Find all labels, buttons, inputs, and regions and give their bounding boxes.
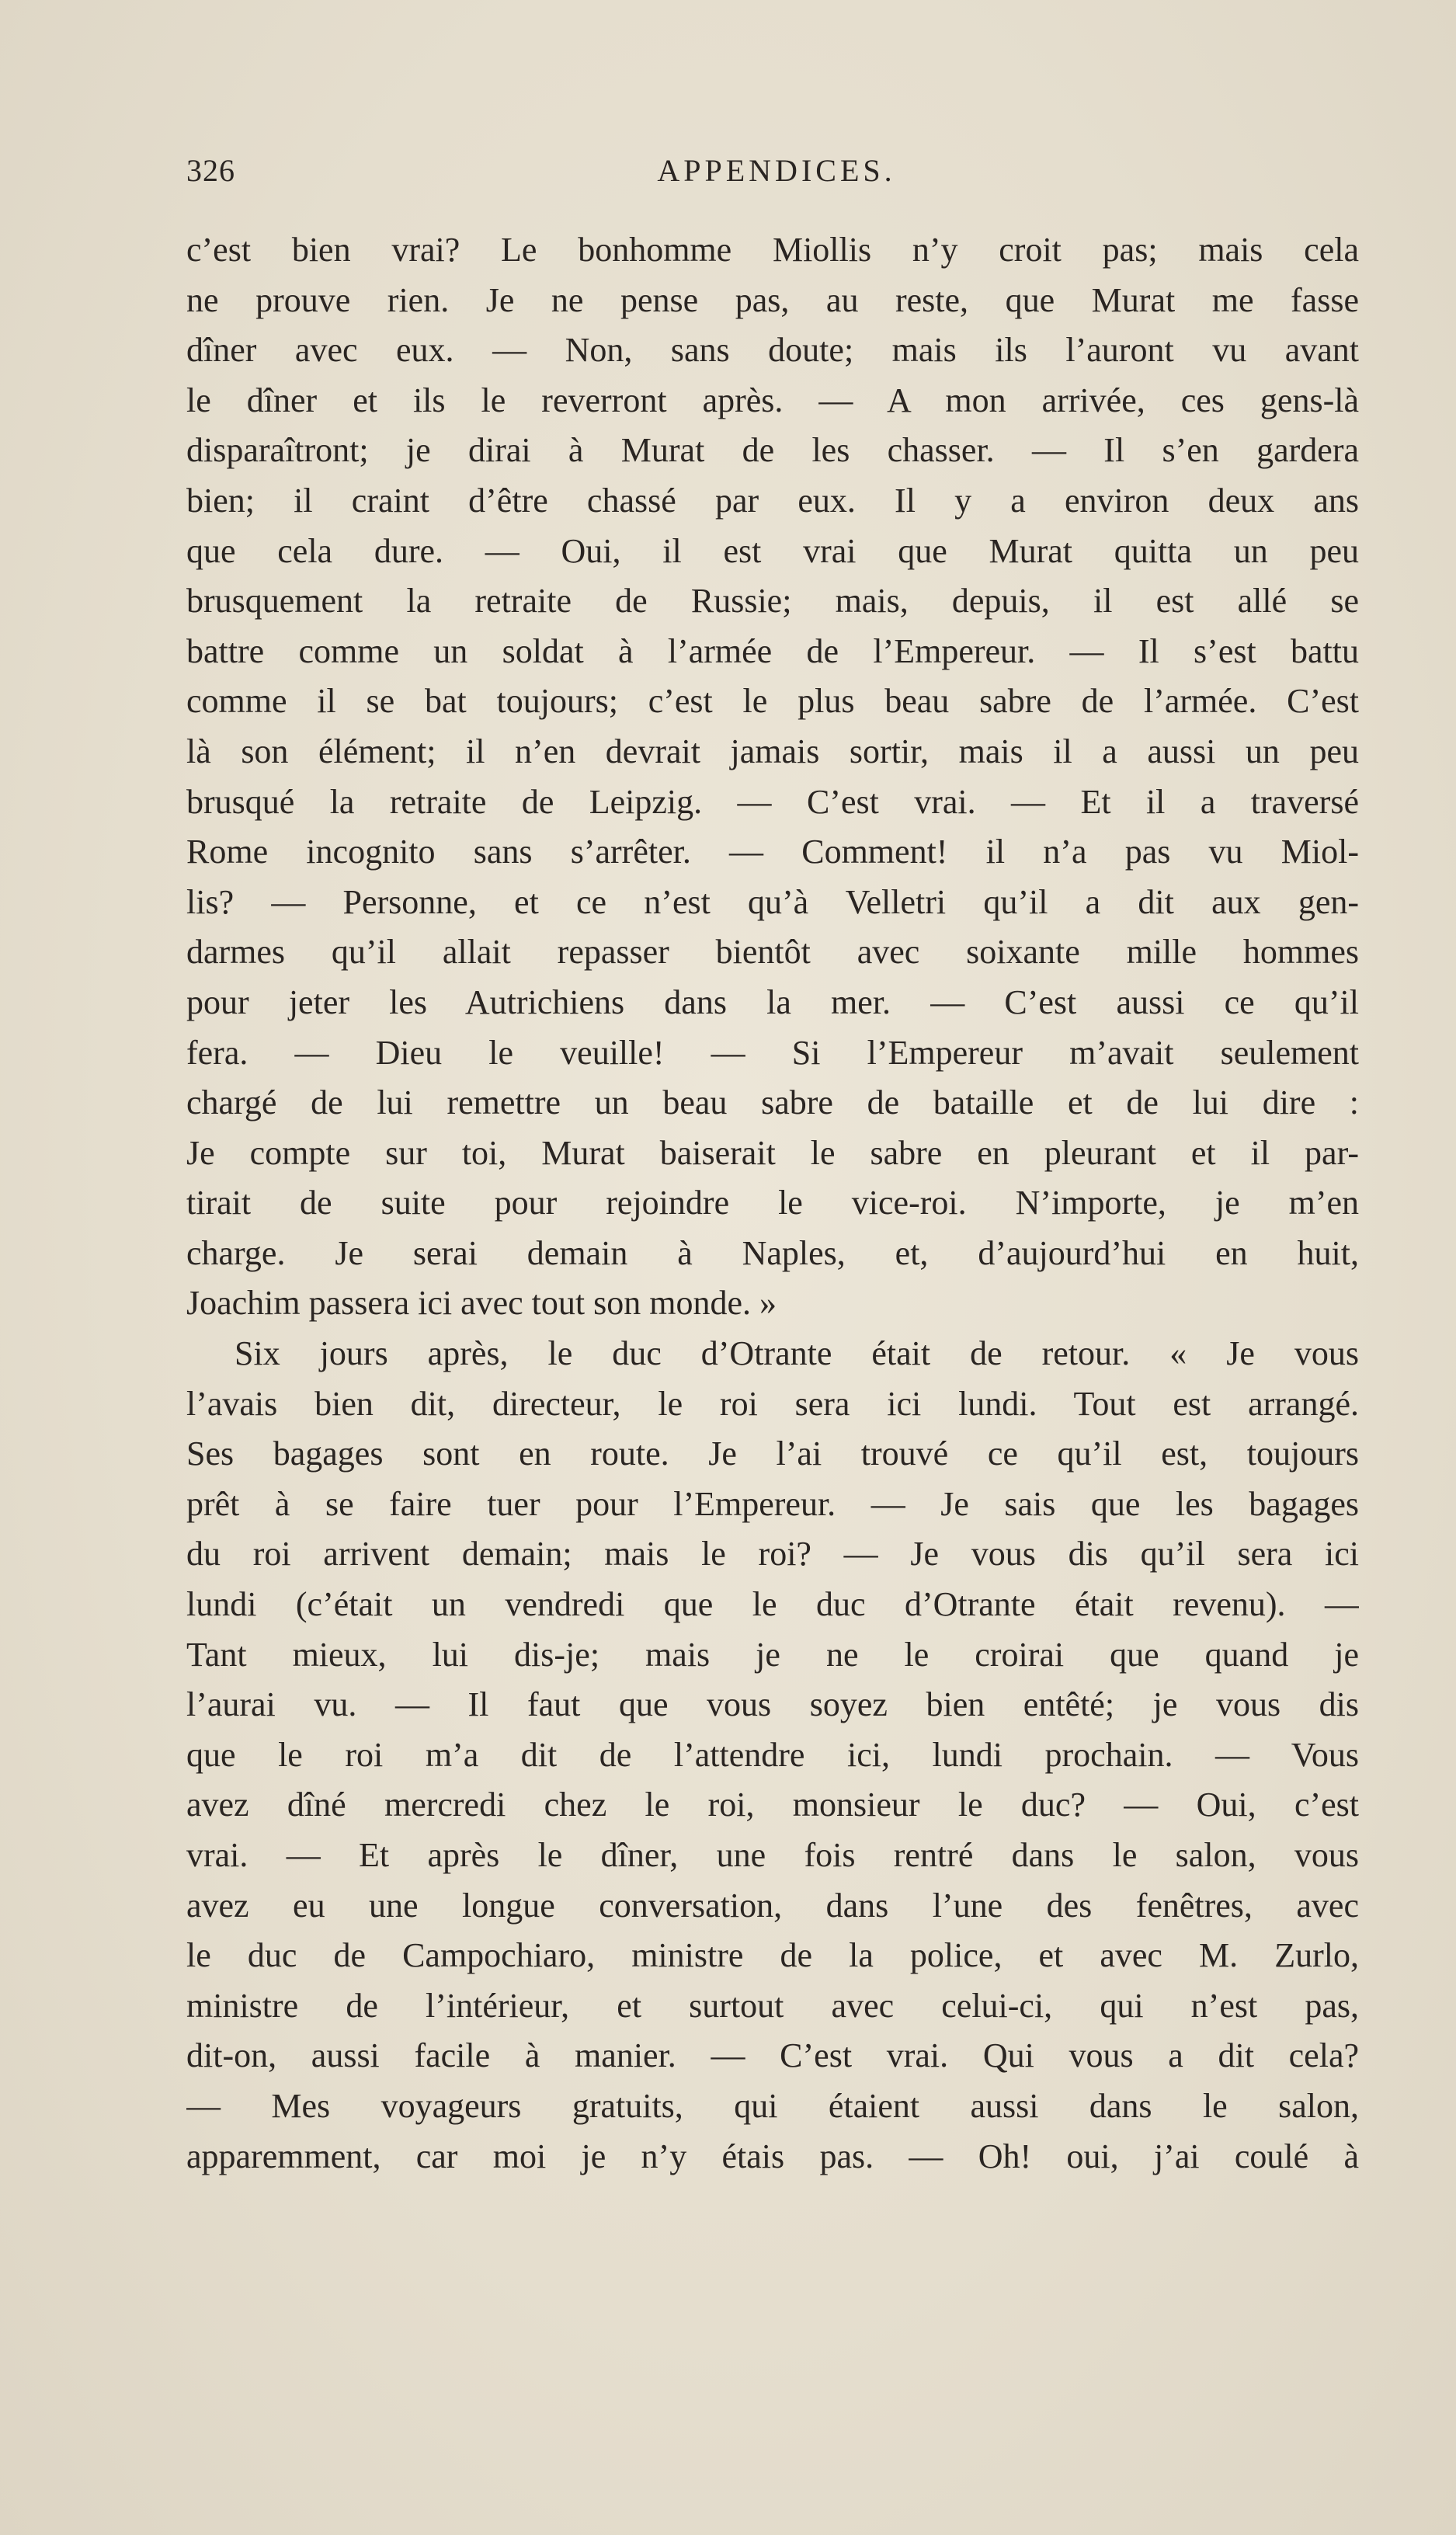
text-line: l’aurai vu. — Il faut que vous soyez bien entêté; je vous dis bbox=[186, 1685, 1359, 1724]
text-line: darmes qu’il allait repasser bientôt avec soixante mille hommes bbox=[186, 933, 1359, 972]
text-line: Tant mieux, lui dis-je; mais je ne le croirai que quand je bbox=[186, 1635, 1359, 1674]
text-line: le dîner et ils le reverront après. — A mon arrivée, ces gens-là bbox=[186, 381, 1359, 419]
text-line: ne prouve rien. Je ne pense pas, au reste, que Murat me fasse bbox=[186, 280, 1359, 319]
page-number: 326 bbox=[186, 153, 235, 188]
text-line: — Mes voyageurs gratuits, qui étaient aussi dans le salon, bbox=[186, 2086, 1359, 2125]
text-line: lundi (c’était un vendredi que le duc d’Otrante était revenu). — bbox=[186, 1585, 1359, 1624]
text-line: disparaîtront; je dirai à Murat de les chasser. — Il s’en gardera bbox=[186, 431, 1359, 470]
text-line: le duc de Campochiaro, ministre de la police, et avec M. Zurlo, bbox=[186, 1936, 1359, 1975]
text-line: brusquement la retraite de Russie; mais, depuis, il est allé se bbox=[186, 582, 1359, 621]
text-line: lis? — Personne, et ce n’est qu’à Velletri qu’il a dit aux gen- bbox=[186, 882, 1359, 921]
text-line: Six jours après, le duc d’Otrante était de retour. « Je vous bbox=[235, 1334, 1359, 1373]
text-line: Joachim passera ici avec tout son monde. » bbox=[186, 1284, 777, 1323]
text-line: tirait de suite pour rejoindre le vice-roi. N’importe, je m’en bbox=[186, 1184, 1359, 1222]
text-line: brusqué la retraite de Leipzig. — C’est vrai. — Et il a traversé bbox=[186, 782, 1359, 821]
text-line: Rome incognito sans s’arrêter. — Comment! il n’a pas vu Miol- bbox=[186, 833, 1359, 871]
text-line: apparemment, car moi je n’y étais pas. — Oh! oui, j’ai coulé à bbox=[186, 2137, 1359, 2175]
text-line: pour jeter les Autrichiens dans la mer. — C’est aussi ce qu’il bbox=[186, 982, 1359, 1021]
page-header bbox=[186, 152, 1367, 199]
text-line: vrai. — Et après le dîner, une fois rentré dans le salon, vous bbox=[186, 1836, 1359, 1874]
text-line: bien; il craint d’être chassé par eux. Il y a environ deux ans bbox=[186, 481, 1359, 520]
text-line: fera. — Dieu le veuille! — Si l’Empereur m’avait seulement bbox=[186, 1033, 1359, 1072]
text-line: dit-on, aussi facile à manier. — C’est vrai. Qui vous a dit cela? bbox=[186, 2036, 1359, 2075]
text-line: avez dîné mercredi chez le roi, monsieur le duc? — Oui, c’est bbox=[186, 1786, 1359, 1824]
text-line: que cela dure. — Oui, il est vrai que Murat quitta un peu bbox=[186, 531, 1359, 570]
text-line: Je compte sur toi, Murat baiserait le sabre en pleurant et il par- bbox=[186, 1133, 1359, 1172]
running-title: APPENDICES. bbox=[657, 153, 896, 188]
text-line: battre comme un soldat à l’armée de l’Empereur. — Il s’est battu bbox=[186, 631, 1359, 670]
text-line: Ses bagages sont en route. Je l’ai trouvé ce qu’il est, toujours bbox=[186, 1434, 1359, 1473]
text-line: l’avais bien dit, directeur, le roi sera ici lundi. Tout est arrangé. bbox=[186, 1384, 1359, 1423]
text-line: charge. Je serai demain à Naples, et, d’aujourd’hui en huit, bbox=[186, 1233, 1359, 1272]
text-line: que le roi m’a dit de l’attendre ici, lundi prochain. — Vous bbox=[186, 1735, 1359, 1774]
text-line: avez eu une longue conversation, dans l’une des fenêtres, avec bbox=[186, 1886, 1359, 1925]
text-line: chargé de lui remettre un beau sabre de bataille et de lui dire : bbox=[186, 1083, 1359, 1122]
text-line: prêt à se faire tuer pour l’Empereur. — Je sais que les bagages bbox=[186, 1484, 1359, 1523]
text-line: du roi arrivent demain; mais le roi? — Je vous dis qu’il sera ici bbox=[186, 1535, 1359, 1574]
text-line: ministre de l’intérieur, et surtout avec celui-ci, qui n’est pas, bbox=[186, 1986, 1359, 2025]
text-line: là son élément; il n’en devrait jamais sortir, mais il a aussi un peu bbox=[186, 732, 1359, 770]
body-text bbox=[186, 225, 1359, 2182]
text-line: dîner avec eux. — Non, sans doute; mais ils l’auront vu avant bbox=[186, 331, 1359, 370]
text-line: c’est bien vrai? Le bonhomme Miollis n’y croit pas; mais cela bbox=[186, 231, 1359, 269]
text-line: comme il se bat toujours; c’est le plus beau sabre de l’armée. C’est bbox=[186, 682, 1359, 721]
